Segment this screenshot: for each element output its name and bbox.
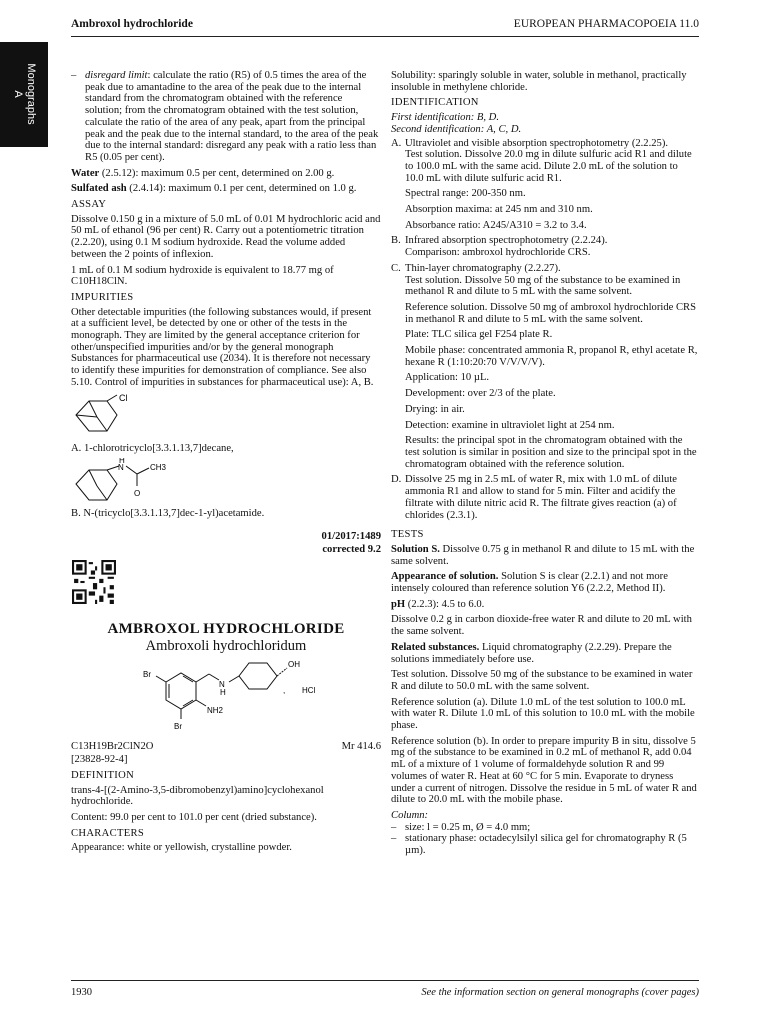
related-substances: Related substances. Liquid chromatography (2.2.29). Prepare the solutions immediately before use. (391, 641, 672, 665)
water-test: Water (2.5.12): maximum 0.5 per cent, determined on 2.00 g. (71, 167, 335, 179)
definition-heading: DEFINITION (71, 769, 135, 781)
impurity-a-name: A. 1-chlorotricyclo[3.3.1.13,7]decane, (71, 442, 234, 454)
cas-number: [23828-92-4] (71, 754, 128, 766)
monograph-title: AMBROXOL HYDROCHLORIDE (107, 620, 345, 637)
hydroxyl-label: OH (288, 660, 300, 670)
qr-code-icon (72, 560, 116, 604)
identification-heading: IDENTIFICATION (391, 97, 479, 109)
amine-h-label: H (220, 688, 226, 698)
amide-n-label: N (118, 463, 124, 473)
amide-h-label: H (119, 458, 125, 466)
methyl-label: CH3 (150, 463, 167, 473)
solubility-text: Solubility: sparingly soluble in water, soluble in methanol, practically insoluble in methylene chloride. (391, 70, 687, 93)
bromine-top-label: Br (143, 670, 151, 680)
left-column (71, 70, 381, 858)
impurity-b-name: B. N-(tricyclo[3.3.1.13,7]dec-1-yl)acetamide. (71, 508, 265, 520)
content-text: Content: 99.0 per cent to 101.0 per cent (dried substance). (71, 811, 317, 823)
header-monograph-name: Ambroxol hydrochloride (71, 18, 193, 30)
column-label: Column: (391, 809, 429, 821)
chlorine-label: Cl (119, 392, 128, 403)
ident-b: B. Infrared absorption spectrophotometry (2.2.24). (391, 235, 608, 247)
characters-heading: CHARACTERS (71, 827, 145, 839)
hcl-label: HCl (302, 686, 316, 696)
salt-comma-label: , (283, 686, 286, 696)
tests-heading: TESTS (391, 529, 424, 541)
molecular-weight: Mr 414.6 (341, 741, 381, 753)
latin-name: Ambroxoli hydrochloridum (145, 638, 307, 655)
section-tab-label: Monographs A (12, 63, 37, 125)
sulfated-ash-test: Sulfated ash (2.4.14): maximum 0.1 per cent, determined on 1.0 g. (71, 183, 357, 195)
solution-s: Solution S. Dissolve 0.75 g in methanol R and dilute to 15 mL with the same solvent. (391, 543, 695, 567)
ambroxol-structure (71, 657, 381, 737)
column-size: – size: l = 0.25 m, Ø = 4.0 mm; (391, 822, 699, 834)
page-number: 1930 (71, 987, 92, 998)
amino-nh2-label: NH2 (207, 706, 224, 716)
header-publication: EUROPEAN PHARMACOPOEIA 11.0 (513, 18, 699, 30)
ph-description: Dissolve 0.2 g in carbon dioxide-free water R and dilute to 20 mL with the same solvent. (391, 614, 692, 638)
impurity-a-structure (71, 393, 161, 439)
running-header (71, 14, 699, 37)
reference-solution-a: Reference solution (a). Dilute 1.0 mL of the test solution to 100.0 mL with water R. Dilute 1.0 mL of this solution to 10.0 mL with the mobile phase. (391, 696, 695, 732)
monograph-number: 01/2017:1489 corrected 9.2 (321, 530, 381, 555)
assay-heading: ASSAY (71, 199, 107, 211)
definition-text: trans-4-[(2-Amino-3,5-dibromobenzyl)amino]cyclohexanol hydrochloride. (71, 784, 324, 808)
formula-row (71, 741, 381, 754)
impurities-heading: IMPURITIES (71, 291, 134, 303)
appearance-of-solution: Appearance of solution. Solution S is clear (2.2.1) and not more intensely coloured than reference solution Y6 (2.2.2, Method II). (391, 571, 668, 595)
carbonyl-o-label: O (134, 489, 141, 499)
stationary-phase: – stationary phase: octadecylsilyl silica gel for chromatography R (5 µm). (391, 833, 699, 856)
impurities-text: Other detectable impurities (the following substances would, if present at a sufficient level, be detected by one or other of the tests in the monograph. They are limited by the general acceptance criterion for other/unspecified impurities and/or by the general monograph Substances for pharmaceutical use (2034). It is therefore not necessary to identify these impurities for demonstration of compliance. See also 5.10. Control of impurities in substances for pharmaceutical use): A, B. (71, 306, 374, 388)
right-column: Solubility: sparingly soluble in water, soluble in methanol, practically insoluble in methylene chloride. IDENTIFICATION First identification: B, D. Second identification: A, C, D. A. Ultraviolet and visible absorption spectrophotometry (2.2.25). Test solution. Dissolve 20.0 mg in dilute sulfuric acid R1 and dilute to 100.0 mL with the same acid. Dilute 2.0 mL of the solution to 10.0 mL with dilute sulfuric acid R1. Spectral range: 200-350 nm. Absorption maxima: at 245 nm and 310 nm. Absorbance ratio: A245/A310 = 3.2 to 3.4. B. Infrared absorption spectrophotometry (2.2.24). Comparison: ambroxol hydrochloride CRS. C. Thin-layer chromatography (2.2.27). Test solution. Dissolve 50 mg of the substance to be examined in methanol R and dilute to 5 mL with the same solvent. Reference solution. Dissolve 50 mg of ambroxol hydrochloride CRS in methanol R and dilute to 5 mL with the same solvent. Plate: TLC silica gel F254 plate R. Mobile phase: concentrated ammonia R, propanol R, ethyl acetate R, hexane R (1:10:20:70 V/V/V/V). Application: 10 µL. Development: over 2/3 of the plate. Drying: in air. Detection: examine in ultraviolet light at 254 nm. Results: the principal spot in the chromatogram obtained with the test solution is similar in position and size to the principal spot in the chromatogram obtained with the reference solution. D. Dissolve 25 mg in 2.5 mL of water R, mix with 1.0 mL of dilute ammonia R1 and allow to stand for 5 min. Filter and acidify the filtrate with dilute nitric acid R. The filtrate gives reaction (a) of chlorides (2.3.1). TESTS Solution S. Dissolve 0.75 g in methanol R and dilute to 15 mL with the same solvent. Appearance of solution. Solution S is clear (2.2.1) and not more intensely coloured than reference solution Y6 (2.2.2, Method II). pH (2.2.3): 4.5 to 6.0. Dissolve 0.2 g in carbon dioxide-free water R and dilute to 20 mL with the same solvent. Related substances. Liquid chromatography (2.2.29). Prepare the solutions immediately before use. Test solution. Dissolve 50 mg of the substance to be examined in water R and dilute to 50.0 mL with the same solvent. Reference solution (a). Dilute 1.0 mL of the test solution to 100.0 mL with water R. Dilute 1.0 mL of this solution to 10.0 mL with the mobile phase. Reference solution (b). In order to prepare impurity B in situ, dissolve 5 mg of the substance to be examined in 0.2 mL of methanol R, add 0.04 mL of a mixture of 1 volume of formaldehyde solution R and 99 volumes of water R. Heat at 60 °C for 5 min. Evaporate to dryness under a current of nitrogen. Dissolve the residue in 5 mL of water R and dilute to 20.0 mL with the mobile phase. Column: – size: l = 0.25 m, Ø = 4.0 mm; – stationary phase: octadecylsilyl silica gel for chromatography R (5 µm). (391, 70, 699, 857)
disregard-limit-item: – disregard limit: calculate the ratio (R5) of 0.5 times the area of the peak due to amantadine to the area of the peak due to the internal standard from the chromatogram obtained with the reference solution; from the chromatogram obtained with the test solution, calculate the ratio of the area of any peak, apart from the principal peak and the peak due to the internal standard, to the area of the peak due to the internal standard: disregard any peak with a ratio less than R5 (0.05 per cent). (71, 70, 381, 164)
first-identification: First identification: B, D. (391, 112, 499, 124)
footer-note: See the information section on general monographs (cover pages) (421, 987, 699, 998)
section-tab (0, 42, 48, 147)
molecular-formula: C13H19Br2ClN2O (71, 741, 154, 753)
reference-solution-b: Reference solution (b). In order to prepare impurity B in situ, dissolve 5 mg of the substance to be examined in 0.2 mL of methanol R, add 0.04 mL of a mixture of 1 volume of formaldehyde solution R and 99 volumes of water R. Heat at 60 °C for 5 min. Evaporate to dryness under a current of nitrogen. Dissolve the residue in 5 mL of water R and dilute to 20.0 mL with the mobile phase. (391, 735, 697, 806)
bromine-bottom-label: Br (174, 722, 182, 732)
related-test-solution: Test solution. Dissolve 50 mg of the substance to be examined in water R and dilute to 50.0 mL with the same solvent. (391, 669, 693, 692)
assay-text: Dissolve 0.150 g in a mixture of 5.0 mL of 0.01 M hydrochloric acid and 50 mL of ethanol (96 per cent) R. Carry out a potentiometric titration (2.2.20), using 0.1 M sodium hydroxide. Read the volume added between the 2 points of inflexion. (71, 213, 381, 260)
ident-c: C. Thin-layer chromatography (2.2.27). (391, 262, 561, 274)
impurity-b-structure (71, 458, 201, 504)
second-identification: Second identification: A, C, D. (391, 123, 522, 135)
ident-a-details: Test solution. Dissolve 20.0 mg in dilute sulfuric acid R1 and dilute to 100.0 mL with the same acid. Dilute 2.0 mL of the solution to 10.0 mL with dilute sulfuric acid R1. Spectral range: 200-350 nm. Absorption maxima: at 245 nm and 310 nm. Absorbance ratio: A245/A310 = 3.2 to 3.4. (405, 149, 692, 231)
ph-test: pH (2.2.3): 4.5 to 6.0. (391, 598, 485, 610)
ident-c-details: Test solution. Dissolve 50 mg of the substance to be examined in methanol R and dilute to 5 mL with the same solvent. Reference solution. Dissolve 50 mg of ambroxol hydrochloride CRS in methanol R and dilute to 5 mL with the same solvent. Plate: TLC silica gel F254 plate R. Mobile phase: concentrated ammonia R, propanol R, ethyl acetate R, hexane R (1:10:20:70 V/V/V/V). Application: 10 µL. Development: over 2/3 of the plate. Drying: in air. Detection: examine in ultraviolet light at 254 nm. Results: the principal spot in the chromatogram obtained with the test solution is similar in position and size to the principal spot in the chromatogram obtained with the reference solution. (405, 274, 698, 470)
appearance-text: Appearance: white or yellowish, crystalline powder. (71, 842, 292, 854)
ident-d: D. Dissolve 25 mg in 2.5 mL of water R, mix with 1.0 mL of dilute ammonia R1 and allow to stand for 5 min. Filter and acidify the filtrate with dilute nitric acid R. The filtrate gives reaction (a) of chlorides (2.3.1). (391, 474, 677, 521)
assay-equivalence: 1 mL of 0.1 M sodium hydroxide is equivalent to 18.77 mg of C10H18ClN. (71, 264, 334, 288)
amine-n-label: N (219, 680, 225, 690)
ident-a: A. Ultraviolet and visible absorption spectrophotometry (2.2.25). (391, 137, 669, 149)
page-footer (71, 980, 699, 998)
